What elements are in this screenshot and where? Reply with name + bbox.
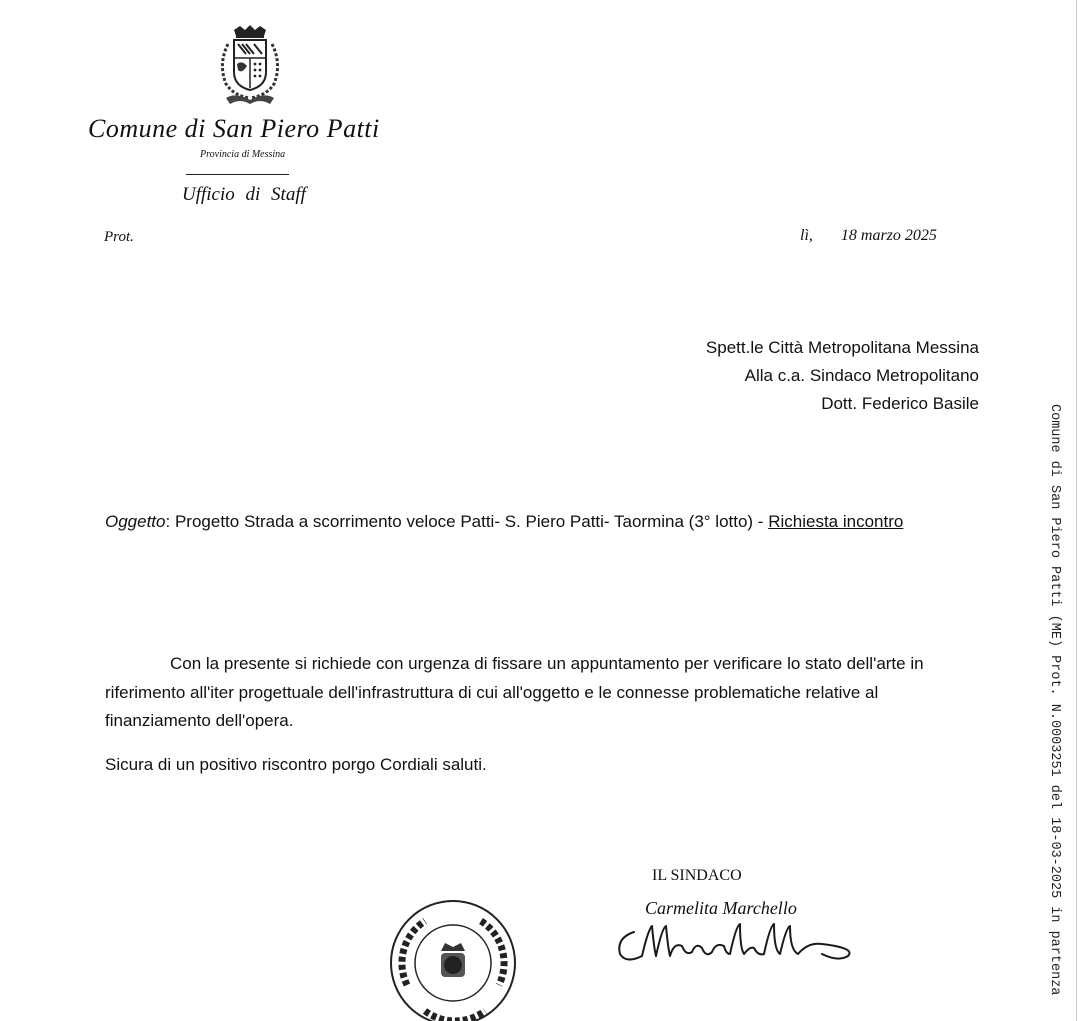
page-edge	[1076, 0, 1077, 1021]
recipient-line: Alla c.a. Sindaco Metropolitano	[744, 366, 979, 385]
protocol-stamp-text: Comune di San Piero Patti (ME) Prot. N.0003251 del 18-03-2025 in partenza	[1047, 404, 1062, 996]
subject-request: Richiesta incontro	[768, 512, 904, 531]
ufficio-label: Ufficio di Staff	[182, 184, 306, 205]
protocol-label: Prot.	[104, 229, 134, 245]
protocol-margin	[1044, 404, 1064, 1021]
letterhead-divider	[186, 174, 289, 175]
date-line	[800, 227, 937, 245]
signatory-title: IL SINDACO	[652, 867, 742, 884]
closing-line: Sicura di un positivo riscontro porgo Cordiali saluti.	[105, 755, 487, 774]
coat-of-arms-icon	[212, 24, 288, 108]
date-value: 18 marzo 2025	[840, 227, 937, 244]
provincia-label: Provincia di Messina	[200, 149, 286, 160]
municipal-stamp-icon	[385, 895, 521, 1021]
body-text: Con la presente si richiede con urgenza di fissare un appuntamento per verificare lo stato dell'arte in riferimento all'iter progettuale dell'infrastruttura di cui all'oggetto e le connesse problematiche relative al finanziamento dell'opera.	[105, 654, 924, 730]
recipient-line: Spett.le Città Metropolitana Messina	[705, 338, 979, 357]
date-prefix: lì,	[800, 227, 813, 244]
subject-label: Oggetto	[105, 512, 166, 531]
recipient-line: Dott. Federico Basile	[821, 394, 979, 413]
subject-line	[105, 512, 903, 532]
signatory-name: Carmelita Marchello	[645, 898, 797, 918]
body-paragraph	[105, 650, 985, 736]
handwritten-signature	[612, 912, 862, 972]
subject-text: Progetto Strada a scorrimento veloce Patti- S. Piero Patti- Taormina (3° lotto) -	[170, 512, 769, 531]
comune-name: Comune di San Piero Patti	[88, 114, 380, 143]
recipient-block	[706, 334, 979, 418]
subject-separator: :	[165, 512, 171, 531]
